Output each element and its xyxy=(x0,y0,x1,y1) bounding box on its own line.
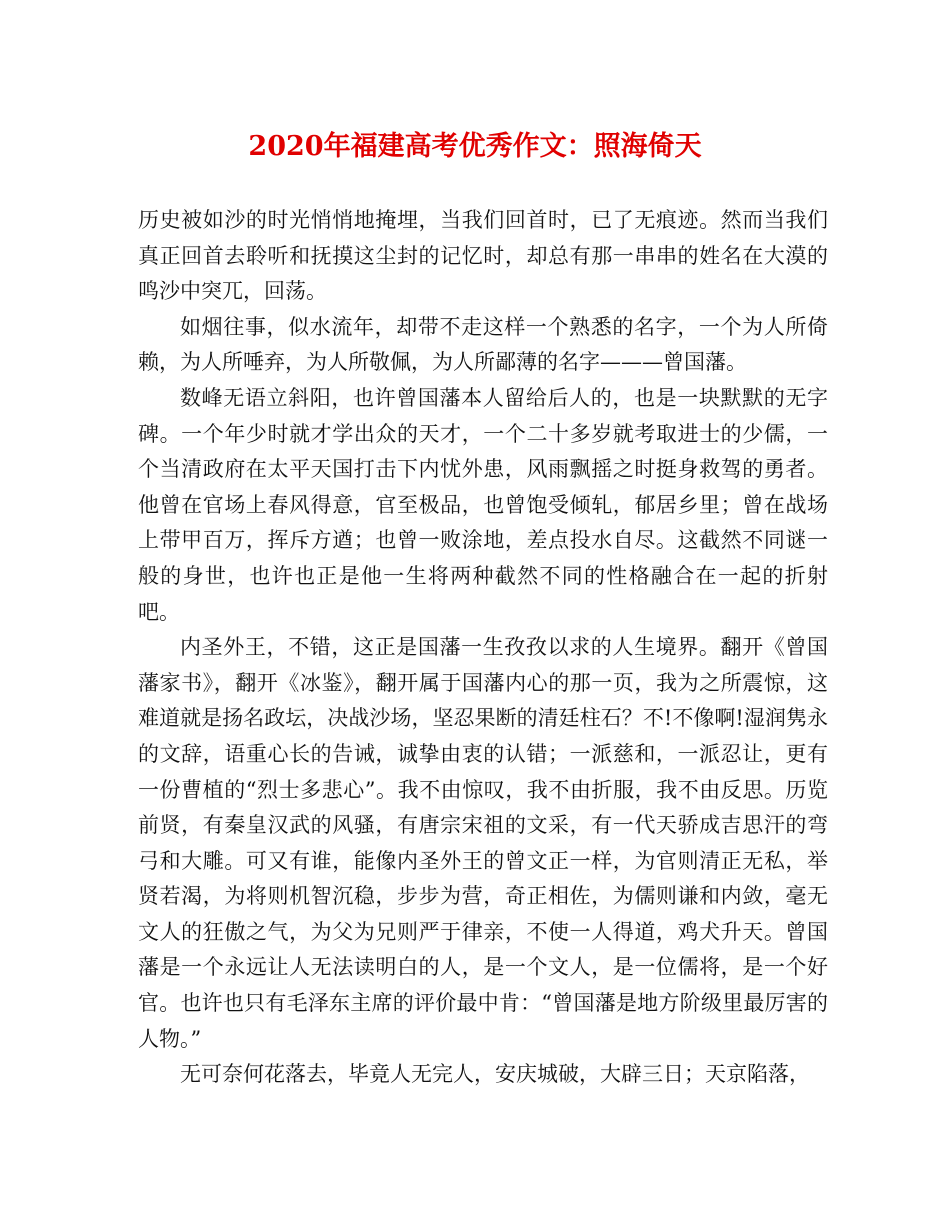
paragraph-1: 历史被如沙的时光悄悄地掩埋，当我们回首时，已了无痕迹。然而当我们真正回首去聆听和抚摸这尘封的记忆时，却总有那一串串的姓名在大漠的鸣沙中突兀，回荡。 xyxy=(138,208,828,304)
paragraph-2: 如烟往事，似水流年，却带不走这样一个熟悉的名字，一个为人所倚赖，为人所唾弃，为人所敬佩，为人所鄙薄的名字———曾国藩。 xyxy=(138,314,828,375)
paragraph-5: 无可奈何花落去，毕竟人无完人，安庆城破，大辟三日；天京陷落， xyxy=(180,1062,810,1087)
document-title: 2020年福建高考优秀作文：照海倚天 xyxy=(248,131,702,162)
paragraph-3: 数峰无语立斜阳，也许曾国藩本人留给后人的，也是一块默默的无字碑。一个年少时就才学出众的天才，一个二十多岁就考取进士的少儒，一个当清政府在太平天国打击下内忧外患，风雨飘摇之时挺身救驾的勇者。他曾在官场上春风得意，官至极品，也曾饱受倾轧，郁居乡里；曾在战场上带甲百万，挥斥方遒；也曾一败涂地，差点投水自尽。这截然不同谜一般的身世，也许也正是他一生将两种截然不同的性格融合在一起的折射吧。 xyxy=(138,385,828,624)
paragraph-4: 内圣外王，不错，这正是国藩一生孜孜以求的人生境界。翻开《曾国藩家书》，翻开《冰鉴》，翻开属于国藩内心的那一页，我为之所震惊，这难道就是扬名政坛，决战沙场，坚忍果断的清廷柱石？不!不像啊!湿润隽永的文辞，语重心长的告诫，诚挚由衷的认错；一派慈和，一派忍让，更有一份曹植的“烈士多悲心”。我不由惊叹，我不由折服，我不由反思。历览前贤，有秦皇汉武的风骚，有唐宗宋祖的文采，有一代天骄成吉思汗的弯弓和大雕。可又有谁，能像内圣外王的曾文正一样，为官则清正无私，举贤若渴，为将则机智沉稳，步步为营，奇正相佐，为儒则谦和内敛，毫无文人的狂傲之气，为父为兄则严于律亲，不使一人得道，鸡犬升天。曾国藩是一个永远让人无法读明白的人，是一个文人，是一位儒将，是一个好官。也许也只有毛泽东主席的评价最中肯：“曾国藩是地方阶级里最厉害的人物。” xyxy=(138,635,828,1051)
document-body xyxy=(138,203,828,1093)
